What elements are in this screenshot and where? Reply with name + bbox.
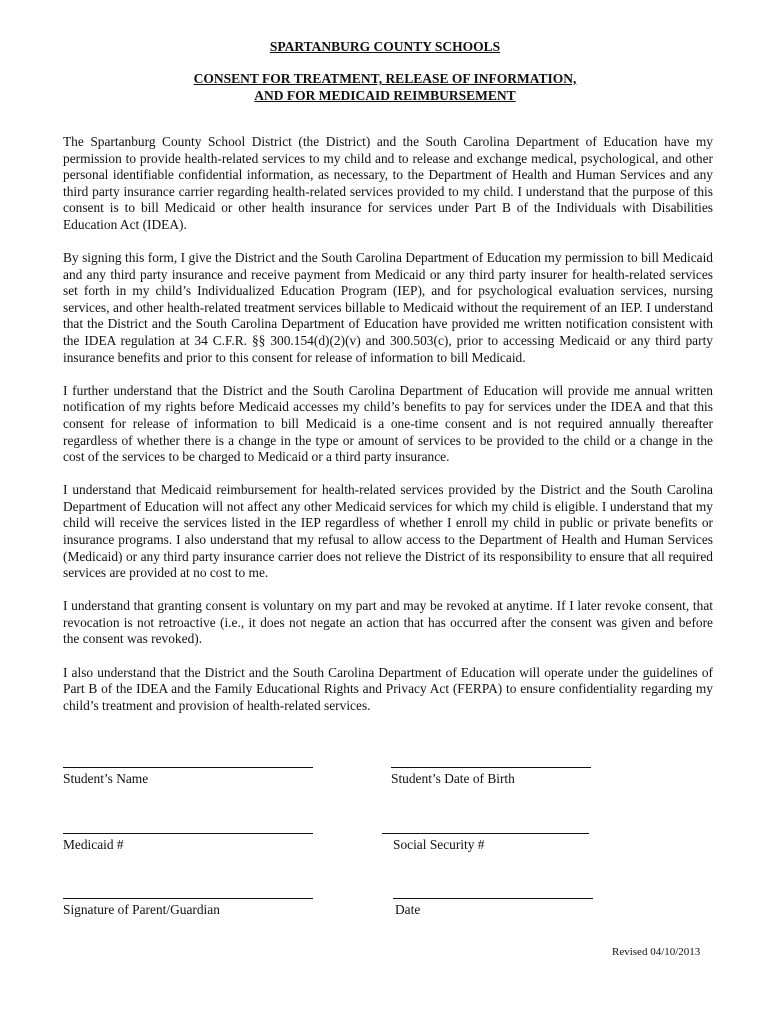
paragraph-annual-notification: I further understand that the District and the South Carolina Department of Education will provide me annual written notification of my rights before Medicaid accesses my child’s benefits to pay for services under the IDEA and that this consent for release of information to bill Medicaid is a one-time consent and is not required annually thereafter regardless of whether there is a change in the type or amount of services to be provided to the child or a change in the cost of the services to be charged to Medicaid or a third party insurance.: [63, 382, 713, 465]
student-dob-label: Student’s Date of Birth: [391, 771, 515, 786]
date-label: Date: [395, 902, 421, 917]
revision-date: Revised 04/10/2013: [612, 946, 701, 958]
parent-signature-line[interactable]: [63, 898, 313, 899]
social-security-line[interactable]: [382, 833, 589, 834]
paragraph-permission: The Spartanburg County School District (the District) and the South Carolina Department of Education have my permission to provide health-related services to my child and to release and exchange medical, psychological, and other personal identifiable confidential information, as necessary, to the Department of Health and Human Services and any third party insurance carrier regarding health-related services provided to my child. I understand that the purpose of this consent is to bill Medicaid or other health insurance for services under Part B of the Individuals with Disabilities Education Act (IDEA).: [63, 134, 713, 232]
medicaid-number-label: Medicaid #: [63, 837, 124, 852]
consent-body: [63, 134, 713, 731]
student-name-line[interactable]: [63, 767, 313, 768]
student-name-label: Student’s Name: [63, 771, 149, 786]
paragraph-confidentiality: I also understand that the District and the South Carolina Department of Education will operate under the guidelines of Part B of the IDEA and the Family Educational Rights and Privacy Act (FERPA) to ensure confidentiality regarding my child’s treatment and provision of health-related services.: [63, 664, 713, 713]
social-security-label: Social Security #: [393, 837, 485, 852]
paragraph-voluntary-consent: I understand that granting consent is voluntary on my part and may be revoked at anytime. If I later revoke consent, that revocation is not retroactive (i.e., it does not negate an action that has occurred after the consent was given and before the consent was revoked).: [63, 598, 713, 647]
parent-signature-label: Signature of Parent/Guardian: [63, 902, 220, 917]
district-heading: SPARTANBURG COUNTY SCHOOLS: [269, 39, 501, 54]
form-title-line-2: AND FOR MEDICAID REIMBURSEMENT: [254, 88, 516, 103]
student-dob-line[interactable]: [391, 767, 591, 768]
form-title-line-1: CONSENT FOR TREATMENT, RELEASE OF INFORMATION,: [193, 71, 577, 86]
paragraph-billing-authorization: By signing this form, I give the District and the South Carolina Department of Education my permission to bill Medicaid and any third party insurance and receive payment from Medicaid or any third party insurer for health-related services set forth in my child’s Individualized Education Program (IEP), and for psychological evaluation services, nursing services, and other health-related treatment services billable to Medicaid without the requirement of an IEP. I understand that the District and the South Carolina Department of Education have provided me written notification consistent with the IDEA regulation at 34 C.F.R. §§ 300.154(d)(2)(v) and 300.503(c), prior to accessing Medicaid or any third party insurance benefits and prior to this consent for release of information to bill Medicaid.: [63, 250, 713, 365]
paragraph-services-unaffected: I understand that Medicaid reimbursement for health-related services provided by the District and the South Carolina Department of Education will not affect any other Medicaid services for which my child is eligible. I understand that my child will receive the services listed in the IEP regardless of whether I enroll my child in public or private benefits or insurance programs. I also understand that my refusal to allow access to the Department of Health and Human Services (Medicaid) or any third party insurance carrier does not relieve the District of its responsibility to ensure that all required services are provided at no cost to me.: [63, 482, 713, 581]
date-line[interactable]: [393, 898, 593, 899]
medicaid-number-line[interactable]: [63, 833, 313, 834]
